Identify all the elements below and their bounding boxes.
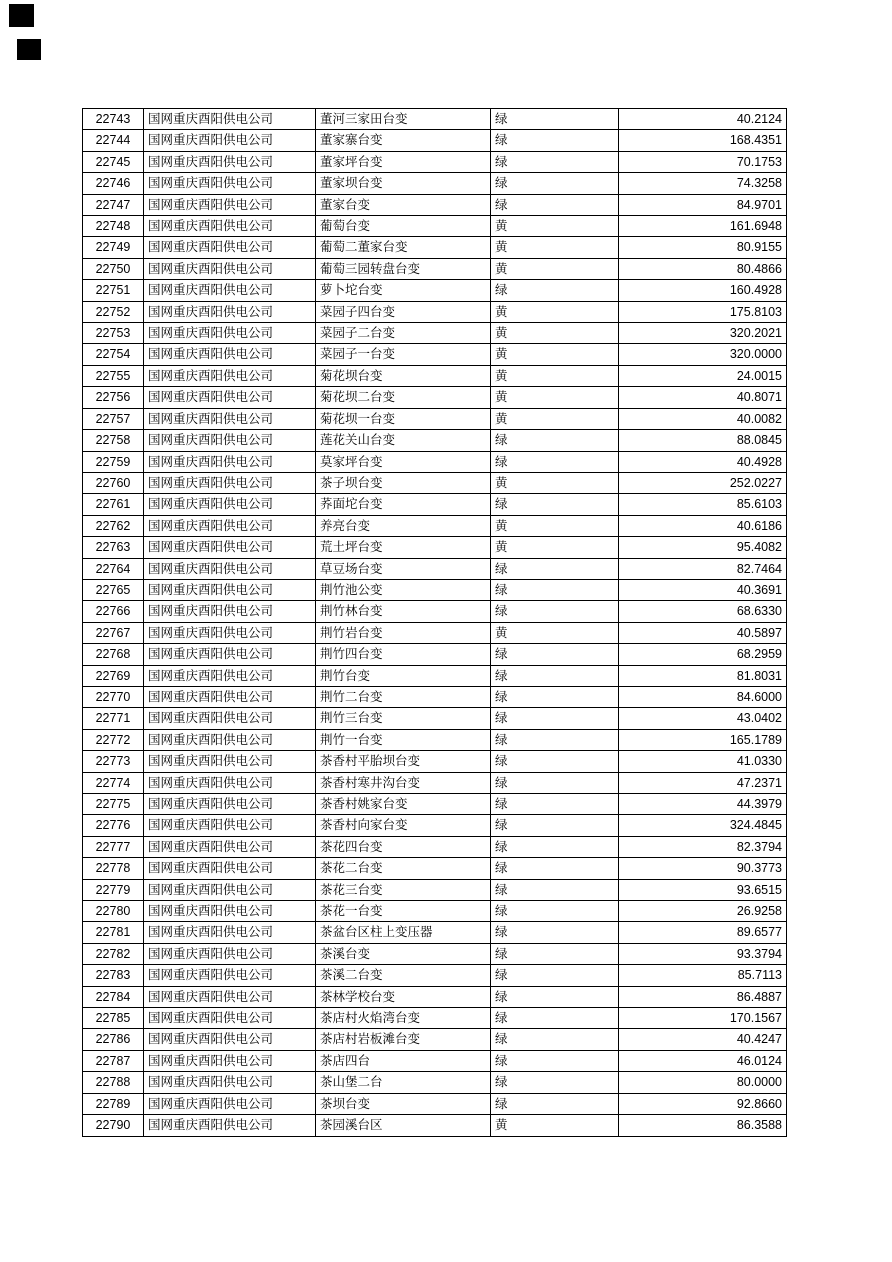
company-cell: 国网重庆酉阳供电公司: [144, 1072, 316, 1093]
table-row: [83, 644, 787, 665]
company-cell: 国网重庆酉阳供电公司: [144, 558, 316, 579]
status-cell: 黄: [491, 622, 619, 643]
company-cell: 国网重庆酉阳供电公司: [144, 622, 316, 643]
company-cell: 国网重庆酉阳供电公司: [144, 515, 316, 536]
table-row: [83, 858, 787, 879]
table-row: [83, 922, 787, 943]
company-cell: 国网重庆酉阳供电公司: [144, 965, 316, 986]
value-cell: 89.6577: [619, 922, 787, 943]
value-cell: 40.4928: [619, 451, 787, 472]
value-cell: 40.4247: [619, 1029, 787, 1050]
table-row: [83, 258, 787, 279]
status-cell: 绿: [491, 665, 619, 686]
station-name-cell: 葡萄二董家台变: [316, 237, 491, 258]
value-cell: 43.0402: [619, 708, 787, 729]
company-cell: 国网重庆酉阳供电公司: [144, 686, 316, 707]
value-cell: 90.3773: [619, 858, 787, 879]
table-row: [83, 879, 787, 900]
company-cell: 国网重庆酉阳供电公司: [144, 451, 316, 472]
ink-mark-icon: [9, 4, 34, 27]
value-cell: 85.6103: [619, 494, 787, 515]
table-row: [83, 1072, 787, 1093]
value-cell: 44.3979: [619, 794, 787, 815]
table-row: [83, 1050, 787, 1071]
station-name-cell: 荆竹四台变: [316, 644, 491, 665]
row-id-cell: 22773: [83, 751, 144, 772]
station-name-cell: 养亮台变: [316, 515, 491, 536]
station-name-cell: 菊花坝一台变: [316, 408, 491, 429]
value-cell: 320.2021: [619, 323, 787, 344]
status-cell: 黄: [491, 515, 619, 536]
status-cell: 绿: [491, 879, 619, 900]
company-cell: 国网重庆酉阳供电公司: [144, 708, 316, 729]
table-row: [83, 751, 787, 772]
company-cell: 国网重庆酉阳供电公司: [144, 237, 316, 258]
status-cell: 绿: [491, 1008, 619, 1029]
value-cell: 170.1567: [619, 1008, 787, 1029]
row-id-cell: 22779: [83, 879, 144, 900]
row-id-cell: 22744: [83, 130, 144, 151]
value-cell: 40.0082: [619, 408, 787, 429]
row-id-cell: 22751: [83, 280, 144, 301]
row-id-cell: 22783: [83, 965, 144, 986]
station-name-cell: 茶香村姚家台变: [316, 794, 491, 815]
row-id-cell: 22762: [83, 515, 144, 536]
row-id-cell: 22790: [83, 1115, 144, 1136]
station-name-cell: 茶坝台变: [316, 1093, 491, 1114]
station-name-cell: 荒土坪台变: [316, 537, 491, 558]
value-cell: 40.2124: [619, 109, 787, 130]
company-cell: 国网重庆酉阳供电公司: [144, 216, 316, 237]
station-name-cell: 葡萄三园转盘台变: [316, 258, 491, 279]
value-cell: 68.6330: [619, 601, 787, 622]
value-cell: 92.8660: [619, 1093, 787, 1114]
station-name-cell: 荆竹林台变: [316, 601, 491, 622]
value-cell: 68.2959: [619, 644, 787, 665]
row-id-cell: 22765: [83, 579, 144, 600]
row-id-cell: 22784: [83, 986, 144, 1007]
row-id-cell: 22785: [83, 1008, 144, 1029]
status-cell: 黄: [491, 237, 619, 258]
row-id-cell: 22745: [83, 151, 144, 172]
table-row: [83, 1093, 787, 1114]
row-id-cell: 22787: [83, 1050, 144, 1071]
status-cell: 绿: [491, 1072, 619, 1093]
status-cell: 绿: [491, 151, 619, 172]
table-row: [83, 986, 787, 1007]
table-row: [83, 365, 787, 386]
table-row: [83, 194, 787, 215]
table-row: [83, 109, 787, 130]
company-cell: 国网重庆酉阳供电公司: [144, 1050, 316, 1071]
value-cell: 40.6186: [619, 515, 787, 536]
company-cell: 国网重庆酉阳供电公司: [144, 986, 316, 1007]
table-row: [83, 537, 787, 558]
company-cell: 国网重庆酉阳供电公司: [144, 1093, 316, 1114]
company-cell: 国网重庆酉阳供电公司: [144, 365, 316, 386]
status-cell: 绿: [491, 579, 619, 600]
table-row: [83, 965, 787, 986]
value-cell: 93.3794: [619, 943, 787, 964]
table-row: [83, 815, 787, 836]
company-cell: 国网重庆酉阳供电公司: [144, 644, 316, 665]
company-cell: 国网重庆酉阳供电公司: [144, 387, 316, 408]
value-cell: 47.2371: [619, 772, 787, 793]
status-cell: 绿: [491, 943, 619, 964]
table-row: [83, 665, 787, 686]
table-row: [83, 601, 787, 622]
status-cell: 黄: [491, 408, 619, 429]
table-row: [83, 622, 787, 643]
row-id-cell: 22776: [83, 815, 144, 836]
company-cell: 国网重庆酉阳供电公司: [144, 408, 316, 429]
station-name-cell: 菜园子二台变: [316, 323, 491, 344]
company-cell: 国网重庆酉阳供电公司: [144, 280, 316, 301]
value-cell: 165.1789: [619, 729, 787, 750]
ink-mark-icon: [17, 39, 41, 60]
status-cell: 绿: [491, 986, 619, 1007]
station-name-cell: 茶店村岩板滩台变: [316, 1029, 491, 1050]
row-id-cell: 22772: [83, 729, 144, 750]
company-cell: 国网重庆酉阳供电公司: [144, 1029, 316, 1050]
station-name-cell: 菊花坝台变: [316, 365, 491, 386]
status-cell: 绿: [491, 280, 619, 301]
status-cell: 绿: [491, 109, 619, 130]
value-cell: 81.8031: [619, 665, 787, 686]
value-cell: 175.8103: [619, 301, 787, 322]
station-name-cell: 茶林学校台变: [316, 986, 491, 1007]
status-cell: 黄: [491, 1115, 619, 1136]
status-cell: 黄: [491, 365, 619, 386]
row-id-cell: 22753: [83, 323, 144, 344]
company-cell: 国网重庆酉阳供电公司: [144, 430, 316, 451]
table-row: [83, 387, 787, 408]
company-cell: 国网重庆酉阳供电公司: [144, 151, 316, 172]
station-name-cell: 菊花坝二台变: [316, 387, 491, 408]
status-cell: 黄: [491, 301, 619, 322]
row-id-cell: 22778: [83, 858, 144, 879]
status-cell: 绿: [491, 686, 619, 707]
station-name-cell: 茶香村平胎坝台变: [316, 751, 491, 772]
status-cell: 黄: [491, 472, 619, 493]
table-row: [83, 515, 787, 536]
station-name-cell: 荆竹台变: [316, 665, 491, 686]
station-name-cell: 荆竹一台变: [316, 729, 491, 750]
table-row: [83, 1115, 787, 1136]
table-row: [83, 729, 787, 750]
station-name-cell: 茶溪二台变: [316, 965, 491, 986]
status-cell: 绿: [491, 858, 619, 879]
company-cell: 国网重庆酉阳供电公司: [144, 301, 316, 322]
station-name-cell: 茶店四台: [316, 1050, 491, 1071]
company-cell: 国网重庆酉阳供电公司: [144, 772, 316, 793]
status-cell: 绿: [491, 494, 619, 515]
station-name-cell: 董家寨台变: [316, 130, 491, 151]
table-row: [83, 558, 787, 579]
row-id-cell: 22769: [83, 665, 144, 686]
status-cell: 绿: [491, 815, 619, 836]
value-cell: 88.0845: [619, 430, 787, 451]
station-name-cell: 茶店村火焰湾台变: [316, 1008, 491, 1029]
station-name-cell: 菜园子四台变: [316, 301, 491, 322]
table-row: [83, 494, 787, 515]
status-cell: 绿: [491, 729, 619, 750]
table-row: [83, 708, 787, 729]
station-name-cell: 茶园溪台区: [316, 1115, 491, 1136]
table-row: [83, 1029, 787, 1050]
station-name-cell: 荆竹池公变: [316, 579, 491, 600]
row-id-cell: 22781: [83, 922, 144, 943]
station-name-cell: 董河三家田台变: [316, 109, 491, 130]
station-name-cell: 茶花一台变: [316, 901, 491, 922]
station-name-cell: 荆竹三台变: [316, 708, 491, 729]
status-cell: 绿: [491, 644, 619, 665]
value-cell: 40.8071: [619, 387, 787, 408]
company-cell: 国网重庆酉阳供电公司: [144, 494, 316, 515]
value-cell: 41.0330: [619, 751, 787, 772]
company-cell: 国网重庆酉阳供电公司: [144, 901, 316, 922]
status-cell: 黄: [491, 344, 619, 365]
value-cell: 86.4887: [619, 986, 787, 1007]
value-cell: 84.9701: [619, 194, 787, 215]
status-cell: 黄: [491, 323, 619, 344]
row-id-cell: 22775: [83, 794, 144, 815]
row-id-cell: 22777: [83, 836, 144, 857]
station-name-cell: 茶盆台区柱上变压器: [316, 922, 491, 943]
row-id-cell: 22755: [83, 365, 144, 386]
station-name-cell: 茶花四台变: [316, 836, 491, 857]
station-name-cell: 董家台变: [316, 194, 491, 215]
value-cell: 80.9155: [619, 237, 787, 258]
station-name-cell: 董家坝台变: [316, 173, 491, 194]
status-cell: 绿: [491, 1093, 619, 1114]
value-cell: 74.3258: [619, 173, 787, 194]
row-id-cell: 22752: [83, 301, 144, 322]
table-row: [83, 1008, 787, 1029]
station-name-cell: 莫家坪台变: [316, 451, 491, 472]
table-row: [83, 216, 787, 237]
station-name-cell: 莲花关山台变: [316, 430, 491, 451]
table-row: [83, 943, 787, 964]
company-cell: 国网重庆酉阳供电公司: [144, 943, 316, 964]
row-id-cell: 22770: [83, 686, 144, 707]
row-id-cell: 22782: [83, 943, 144, 964]
table-row: [83, 686, 787, 707]
row-id-cell: 22766: [83, 601, 144, 622]
table-row: [83, 901, 787, 922]
company-cell: 国网重庆酉阳供电公司: [144, 751, 316, 772]
status-cell: 绿: [491, 965, 619, 986]
row-id-cell: 22747: [83, 194, 144, 215]
company-cell: 国网重庆酉阳供电公司: [144, 109, 316, 130]
value-cell: 40.5897: [619, 622, 787, 643]
company-cell: 国网重庆酉阳供电公司: [144, 173, 316, 194]
value-cell: 93.6515: [619, 879, 787, 900]
table-row: [83, 408, 787, 429]
company-cell: 国网重庆酉阳供电公司: [144, 858, 316, 879]
table-row: [83, 173, 787, 194]
row-id-cell: 22749: [83, 237, 144, 258]
status-cell: 黄: [491, 537, 619, 558]
row-id-cell: 22767: [83, 622, 144, 643]
status-cell: 绿: [491, 1050, 619, 1071]
status-cell: 绿: [491, 708, 619, 729]
company-cell: 国网重庆酉阳供电公司: [144, 472, 316, 493]
row-id-cell: 22780: [83, 901, 144, 922]
table-row: [83, 344, 787, 365]
status-cell: 绿: [491, 558, 619, 579]
status-cell: 绿: [491, 451, 619, 472]
row-id-cell: 22789: [83, 1093, 144, 1114]
station-name-cell: 茶香村向家台变: [316, 815, 491, 836]
company-cell: 国网重庆酉阳供电公司: [144, 194, 316, 215]
status-cell: 绿: [491, 901, 619, 922]
station-name-cell: 茶子坝台变: [316, 472, 491, 493]
company-cell: 国网重庆酉阳供电公司: [144, 815, 316, 836]
row-id-cell: 22758: [83, 430, 144, 451]
station-name-cell: 萝卜坨台变: [316, 280, 491, 301]
status-cell: 绿: [491, 772, 619, 793]
value-cell: 161.6948: [619, 216, 787, 237]
row-id-cell: 22759: [83, 451, 144, 472]
status-cell: 黄: [491, 387, 619, 408]
status-cell: 黄: [491, 216, 619, 237]
value-cell: 84.6000: [619, 686, 787, 707]
table-row: [83, 472, 787, 493]
value-cell: 26.9258: [619, 901, 787, 922]
company-cell: 国网重庆酉阳供电公司: [144, 344, 316, 365]
status-cell: 绿: [491, 922, 619, 943]
company-cell: 国网重庆酉阳供电公司: [144, 1008, 316, 1029]
company-cell: 国网重庆酉阳供电公司: [144, 1115, 316, 1136]
company-cell: 国网重庆酉阳供电公司: [144, 836, 316, 857]
row-id-cell: 22788: [83, 1072, 144, 1093]
company-cell: 国网重庆酉阳供电公司: [144, 579, 316, 600]
company-cell: 国网重庆酉阳供电公司: [144, 323, 316, 344]
station-name-cell: 荞面坨台变: [316, 494, 491, 515]
table-row: [83, 794, 787, 815]
value-cell: 70.1753: [619, 151, 787, 172]
value-cell: 160.4928: [619, 280, 787, 301]
station-name-cell: 茶香村寒井沟台变: [316, 772, 491, 793]
row-id-cell: 22786: [83, 1029, 144, 1050]
table-row: [83, 280, 787, 301]
value-cell: 82.7464: [619, 558, 787, 579]
status-cell: 绿: [491, 836, 619, 857]
value-cell: 46.0124: [619, 1050, 787, 1071]
row-id-cell: 22760: [83, 472, 144, 493]
status-cell: 绿: [491, 194, 619, 215]
row-id-cell: 22757: [83, 408, 144, 429]
status-cell: 绿: [491, 601, 619, 622]
row-id-cell: 22774: [83, 772, 144, 793]
table-row: [83, 579, 787, 600]
status-cell: 绿: [491, 430, 619, 451]
station-table-body: [83, 109, 787, 1137]
status-cell: 绿: [491, 751, 619, 772]
company-cell: 国网重庆酉阳供电公司: [144, 665, 316, 686]
row-id-cell: 22750: [83, 258, 144, 279]
value-cell: 80.4866: [619, 258, 787, 279]
company-cell: 国网重庆酉阳供电公司: [144, 879, 316, 900]
row-id-cell: 22768: [83, 644, 144, 665]
station-name-cell: 茶花二台变: [316, 858, 491, 879]
table-row: [83, 451, 787, 472]
row-id-cell: 22763: [83, 537, 144, 558]
status-cell: 绿: [491, 1029, 619, 1050]
value-cell: 168.4351: [619, 130, 787, 151]
value-cell: 82.3794: [619, 836, 787, 857]
station-name-cell: 荆竹岩台变: [316, 622, 491, 643]
row-id-cell: 22748: [83, 216, 144, 237]
station-name-cell: 草豆场台变: [316, 558, 491, 579]
status-cell: 黄: [491, 258, 619, 279]
station-name-cell: 菜园子一台变: [316, 344, 491, 365]
table-row: [83, 301, 787, 322]
value-cell: 40.3691: [619, 579, 787, 600]
row-id-cell: 22756: [83, 387, 144, 408]
station-name-cell: 葡萄台变: [316, 216, 491, 237]
value-cell: 80.0000: [619, 1072, 787, 1093]
station-name-cell: 茶花三台变: [316, 879, 491, 900]
row-id-cell: 22761: [83, 494, 144, 515]
company-cell: 国网重庆酉阳供电公司: [144, 601, 316, 622]
value-cell: 24.0015: [619, 365, 787, 386]
row-id-cell: 22764: [83, 558, 144, 579]
value-cell: 252.0227: [619, 472, 787, 493]
table-row: [83, 151, 787, 172]
station-name-cell: 茶山堡二台: [316, 1072, 491, 1093]
status-cell: 绿: [491, 130, 619, 151]
table-row: [83, 130, 787, 151]
table-row: [83, 430, 787, 451]
company-cell: 国网重庆酉阳供电公司: [144, 729, 316, 750]
row-id-cell: 22754: [83, 344, 144, 365]
company-cell: 国网重庆酉阳供电公司: [144, 537, 316, 558]
value-cell: 85.7113: [619, 965, 787, 986]
table-row: [83, 237, 787, 258]
status-cell: 绿: [491, 794, 619, 815]
company-cell: 国网重庆酉阳供电公司: [144, 794, 316, 815]
table-row: [83, 772, 787, 793]
row-id-cell: 22743: [83, 109, 144, 130]
value-cell: 324.4845: [619, 815, 787, 836]
station-name-cell: 董家坪台变: [316, 151, 491, 172]
station-table: [82, 108, 787, 1137]
row-id-cell: 22771: [83, 708, 144, 729]
company-cell: 国网重庆酉阳供电公司: [144, 922, 316, 943]
station-name-cell: 荆竹二台变: [316, 686, 491, 707]
status-cell: 绿: [491, 173, 619, 194]
station-name-cell: 茶溪台变: [316, 943, 491, 964]
value-cell: 95.4082: [619, 537, 787, 558]
table-row: [83, 323, 787, 344]
row-id-cell: 22746: [83, 173, 144, 194]
company-cell: 国网重庆酉阳供电公司: [144, 258, 316, 279]
table-row: [83, 836, 787, 857]
value-cell: 86.3588: [619, 1115, 787, 1136]
value-cell: 320.0000: [619, 344, 787, 365]
company-cell: 国网重庆酉阳供电公司: [144, 130, 316, 151]
